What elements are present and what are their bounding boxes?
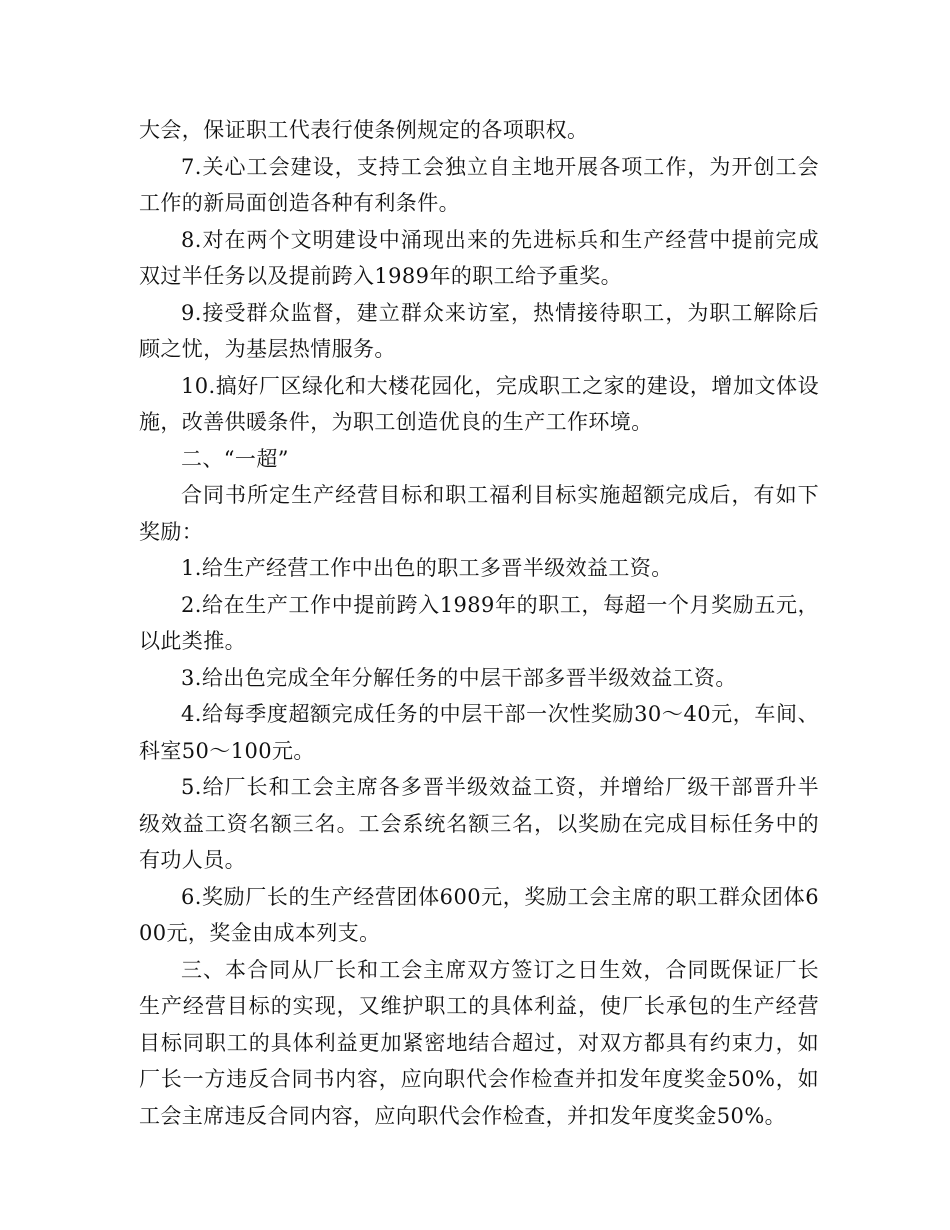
- paragraph-item-10: 10.搞好厂区绿化和大楼花园化，完成职工之家的建设，增加文体设施，改善供暖条件，为职工创造优良的生产工作环境。: [139, 373, 819, 434]
- paragraph-intro: 合同书所定生产经营目标和职工福利目标实施超额完成后，有如下奖励：: [139, 483, 819, 544]
- section-3-paragraph: 三、本合同从厂长和工会主席双方签订之日生效，合同既保证厂长生产经营目标的实现，又维护职工的具体利益，使厂长承包的生产经营目标同职工的具体利益更加紧密地结合超过，对双方都具有约束力，如厂长一方违反合同书内容，应向职代会作检查并扣发年度奖金50%，如工会主席违反合同内容，应向职代会作检查，并扣发年度奖金50%。: [139, 957, 819, 1128]
- paragraph-reward-2: 2.给在生产工作中提前跨入1989年的职工，每超一个月奖励五元，以此类推。: [139, 592, 819, 653]
- paragraph-continuation: 大会，保证职工代表行使条例规定的各项职权。: [139, 118, 589, 142]
- paragraph-reward-3: 3.给出色完成全年分解任务的中层干部多晋半级效益工资。: [181, 665, 737, 690]
- paragraph-item-8: 8.对在两个文明建设中涌现出来的先进标兵和生产经营中提前完成双过半任务以及提前跨入1989年的职工给予重奖。: [139, 227, 819, 288]
- paragraph-item-7: 7.关心工会建设，支持工会独立自主地开展各项工作，为开创工会工作的新局面创造各种有利条件。: [139, 154, 819, 215]
- section-heading-2: 二、“一超”: [181, 446, 289, 471]
- paragraph-reward-4: 4.给每季度超额完成任务的中层干部一次性奖励30～40元，车间、科室50～100元。: [139, 702, 819, 763]
- document-body: [139, 112, 819, 1134]
- paragraph-reward-1: 1.给生产经营工作中出色的职工多晋半级效益工资。: [181, 556, 673, 580]
- paragraph-reward-5: 5.给厂长和工会主席各多晋半级效益工资，并增给厂级干部晋升半级效益工资名额三名。工会系统名额三名，以奖励在完成目标任务中的有功人员。: [139, 775, 819, 872]
- paragraph-item-9: 9.接受群众监督，建立群众来访室，热情接待职工，为职工解除后顾之忧，为基层热情服务。: [139, 300, 819, 361]
- paragraph-reward-6: 6.奖励厂长的生产经营团体600元，奖励工会主席的职工群众团体600元，奖金由成本列支。: [139, 884, 819, 945]
